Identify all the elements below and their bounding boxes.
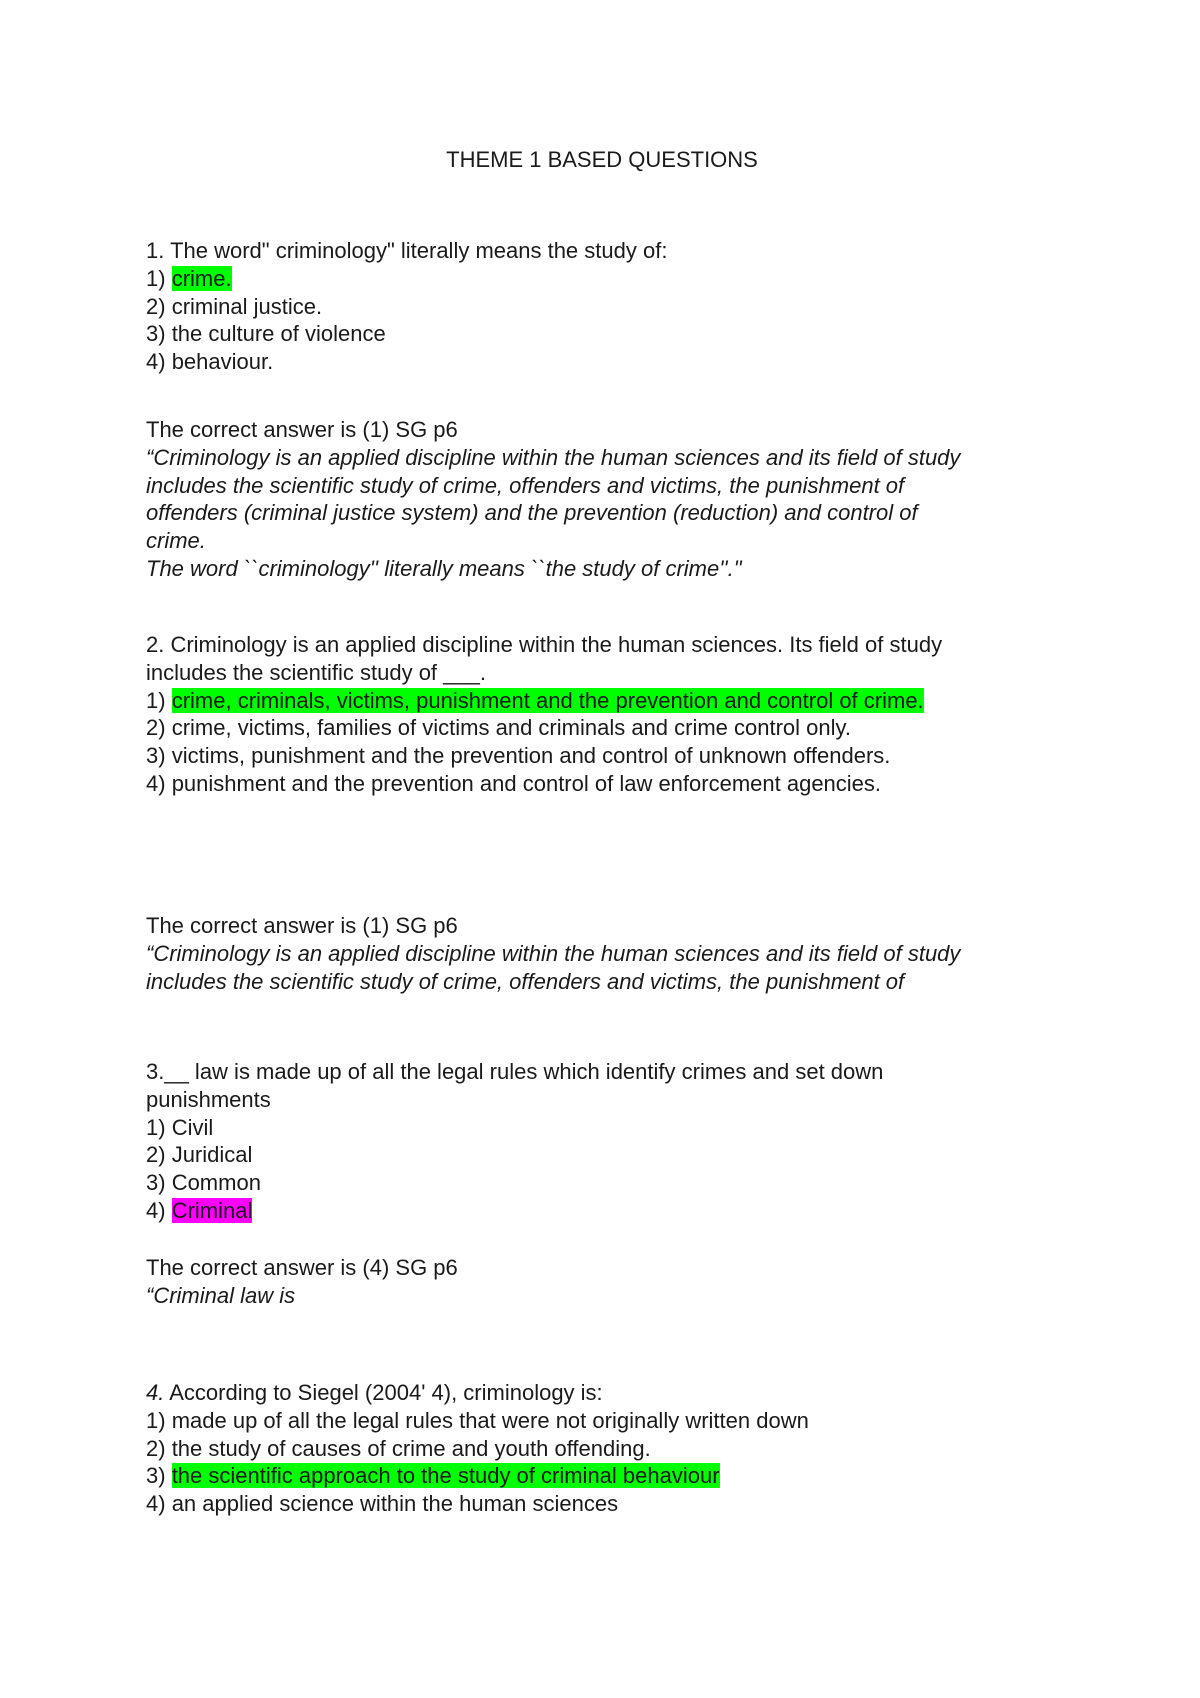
question-text: 1. The word" criminology" literally means the study of: xyxy=(146,238,668,263)
option-2: 2) crime, victims, families of victims and criminals and crime control only. xyxy=(146,715,852,741)
explanation-line: “Criminology is an applied discipline within the human sciences and its field of study xyxy=(146,444,961,470)
answer-3 xyxy=(146,1254,1076,1310)
document-page xyxy=(146,0,1076,1698)
option-3: 3) the culture of violence xyxy=(146,321,386,347)
explanation-line: includes the scientific study of crime, offenders and victims, the punishment of xyxy=(146,472,905,498)
correct-answer: The correct answer is (4) SG p6 xyxy=(146,1255,458,1280)
question-4 xyxy=(146,1379,1076,1518)
highlighted-answer: Criminal xyxy=(171,1197,253,1223)
answer-2 xyxy=(146,912,1076,995)
highlighted-answer: crime, criminals, victims, punishment and the prevention and control of crime. xyxy=(171,687,924,713)
option-2: 2) criminal justice. xyxy=(146,293,323,319)
option-4: 4) Criminal xyxy=(146,1197,253,1223)
option-1: 1) made up of all the legal rules that were not originally written down xyxy=(146,1407,809,1433)
question-3 xyxy=(146,1058,1076,1225)
page-title: THEME 1 BASED QUESTIONS xyxy=(446,147,758,172)
explanation-line: “Criminal law is xyxy=(146,1282,296,1308)
question-text: 4. According to Siegel (2004' 4), criminology is: xyxy=(146,1380,603,1405)
option-3: 3) victims, punishment and the prevention and control of unknown offenders. xyxy=(146,743,891,769)
option-2: 2) the study of causes of crime and youth offending. xyxy=(146,1435,651,1461)
explanation-line: crime. xyxy=(146,528,206,554)
highlighted-answer: crime. xyxy=(171,265,232,291)
answer-1 xyxy=(146,416,1076,583)
option-1: 1) crime. xyxy=(146,265,232,291)
explanation-line: The word ``criminology'' literally means ``the study of crime''." xyxy=(146,555,742,581)
correct-answer: The correct answer is (1) SG p6 xyxy=(146,417,458,442)
question-text: includes the scientific study of ___. xyxy=(146,659,486,685)
option-4: 4) behaviour. xyxy=(146,349,274,375)
option-1: 1) crime, criminals, victims, punishment and the prevention and control of crime. xyxy=(146,687,924,713)
option-4: 4) punishment and the prevention and control of law enforcement agencies. xyxy=(146,770,882,796)
option-3: 3) the scientific approach to the study of criminal behaviour xyxy=(146,1463,720,1489)
option-4: 4) an applied science within the human sciences xyxy=(146,1491,619,1517)
question-text: punishments xyxy=(146,1086,271,1112)
option-3: 3) Common xyxy=(146,1170,261,1196)
explanation-line: “Criminology is an applied discipline within the human sciences and its field of study xyxy=(146,940,961,966)
option-1: 1) Civil xyxy=(146,1114,214,1140)
option-2: 2) Juridical xyxy=(146,1142,253,1168)
explanation-line: offenders (criminal justice system) and the prevention (reduction) and control of xyxy=(146,500,918,526)
highlighted-answer: the scientific approach to the study of criminal behaviour xyxy=(171,1463,720,1489)
explanation-line: includes the scientific study of crime, offenders and victims, the punishment of xyxy=(146,968,905,994)
question-text: 2. Criminology is an applied discipline within the human sciences. Its field of study xyxy=(146,632,943,657)
question-text: 3.__ law is made up of all the legal rules which identify crimes and set down xyxy=(146,1059,884,1084)
correct-answer: The correct answer is (1) SG p6 xyxy=(146,913,458,938)
question-2 xyxy=(146,631,1076,798)
question-1 xyxy=(146,237,1076,376)
